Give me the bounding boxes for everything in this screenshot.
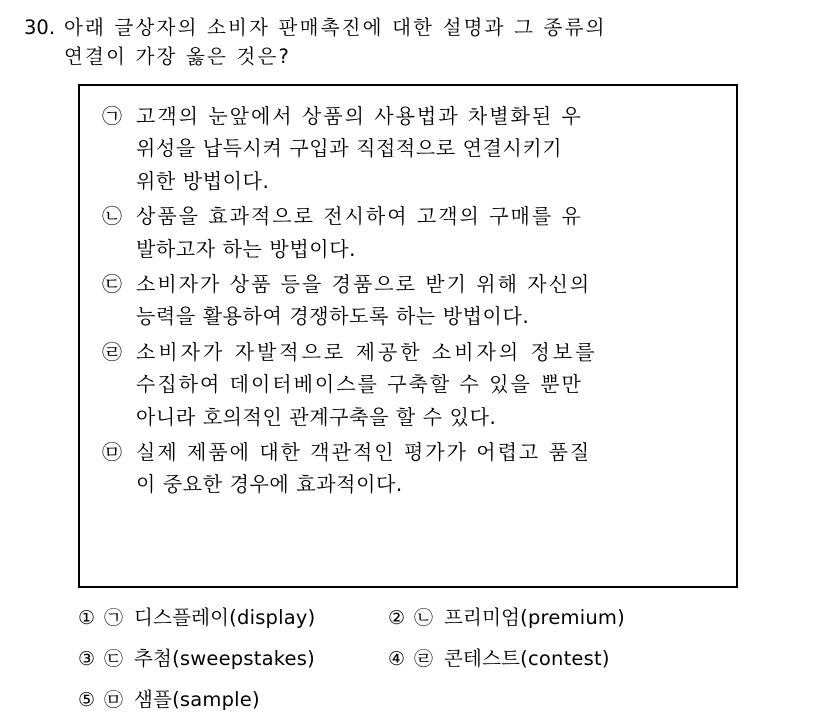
choice-option-2[interactable] <box>388 602 625 630</box>
choice-row <box>78 602 778 630</box>
passage-marker: ㉤ <box>102 439 122 464</box>
question-stem <box>24 14 808 72</box>
choice-marker: ㉣ <box>414 648 434 670</box>
passage-item <box>102 268 718 333</box>
passage-line: 아니라 호의적인 관계구축을 할 수 있다. <box>136 404 497 429</box>
choice-option-4[interactable] <box>388 643 610 671</box>
choice-number: ④ <box>388 648 406 670</box>
passage-item <box>102 100 718 197</box>
question-number: 30. <box>24 16 56 39</box>
choice-marker: ㉠ <box>104 607 124 629</box>
choice-label: 콘테스트(contest) <box>444 647 610 670</box>
passage-item <box>102 336 718 433</box>
choice-option-5[interactable] <box>78 684 388 712</box>
passage-line: 수집하여 데이터베이스를 구축할 수 있을 뿐만 <box>136 372 583 397</box>
choice-marker: ㉡ <box>414 607 434 629</box>
question-line-1: 아래 글상자의 소비자 판매촉진에 대한 설명과 그 종류의 <box>64 16 607 39</box>
question-text <box>64 14 764 72</box>
passage-marker: ㉠ <box>102 104 122 128</box>
passage-item <box>102 436 718 501</box>
choice-row <box>78 643 778 671</box>
passage-body <box>136 268 718 333</box>
passage-line: 상품을 효과적으로 전시하여 고객의 구매를 유 <box>136 204 583 229</box>
passage-item <box>102 200 718 265</box>
choice-label: 프리미엄(premium) <box>444 606 625 629</box>
passage-line: 능력을 활용하여 경쟁하도록 하는 방법이다. <box>136 304 530 329</box>
passage-line: 발하고자 하는 방법이다. <box>136 236 357 261</box>
passage-line: 실제 제품에 대한 객관적인 평가가 어렵고 품질 <box>136 439 592 464</box>
answer-choices <box>78 602 778 725</box>
passage-line: 소비자가 자발적으로 제공한 소비자의 정보를 <box>136 339 598 364</box>
passage-line: 위한 방법이다. <box>136 168 270 193</box>
passage-marker: ㉣ <box>102 339 122 364</box>
passage-box <box>78 84 738 588</box>
choice-marker: ㉢ <box>104 648 124 670</box>
passage-line: 소비자가 상품 등을 경품으로 받기 위해 자신의 <box>136 271 592 296</box>
passage-marker: ㉢ <box>102 271 122 296</box>
choice-number: ① <box>78 607 96 629</box>
choice-row <box>78 684 778 712</box>
choice-marker: ㉤ <box>104 689 124 711</box>
passage-body <box>136 100 718 197</box>
choice-option-3[interactable] <box>78 643 388 671</box>
choice-label: 디스플레이(display) <box>134 606 316 629</box>
choice-number: ③ <box>78 648 96 670</box>
passage-body <box>136 336 718 433</box>
passage-body <box>136 200 718 265</box>
choice-number: ⑤ <box>78 689 96 711</box>
passage-marker: ㉡ <box>102 204 122 229</box>
choice-number: ② <box>388 607 406 629</box>
passage-line: 고객의 눈앞에서 상품의 사용법과 차별화된 우 <box>136 104 583 128</box>
passage-line: 위성을 납득시켜 구입과 직접적으로 연결시키기 <box>136 136 563 161</box>
passage-line: 이 중요한 경우에 효과적이다. <box>136 472 403 497</box>
choice-label: 샘플(sample) <box>134 688 260 711</box>
passage-body <box>136 436 718 501</box>
question-line-2: 연결이 가장 옳은 것은? <box>64 44 292 68</box>
choice-option-1[interactable] <box>78 602 388 630</box>
choice-label: 추첨(sweepstakes) <box>134 647 315 670</box>
